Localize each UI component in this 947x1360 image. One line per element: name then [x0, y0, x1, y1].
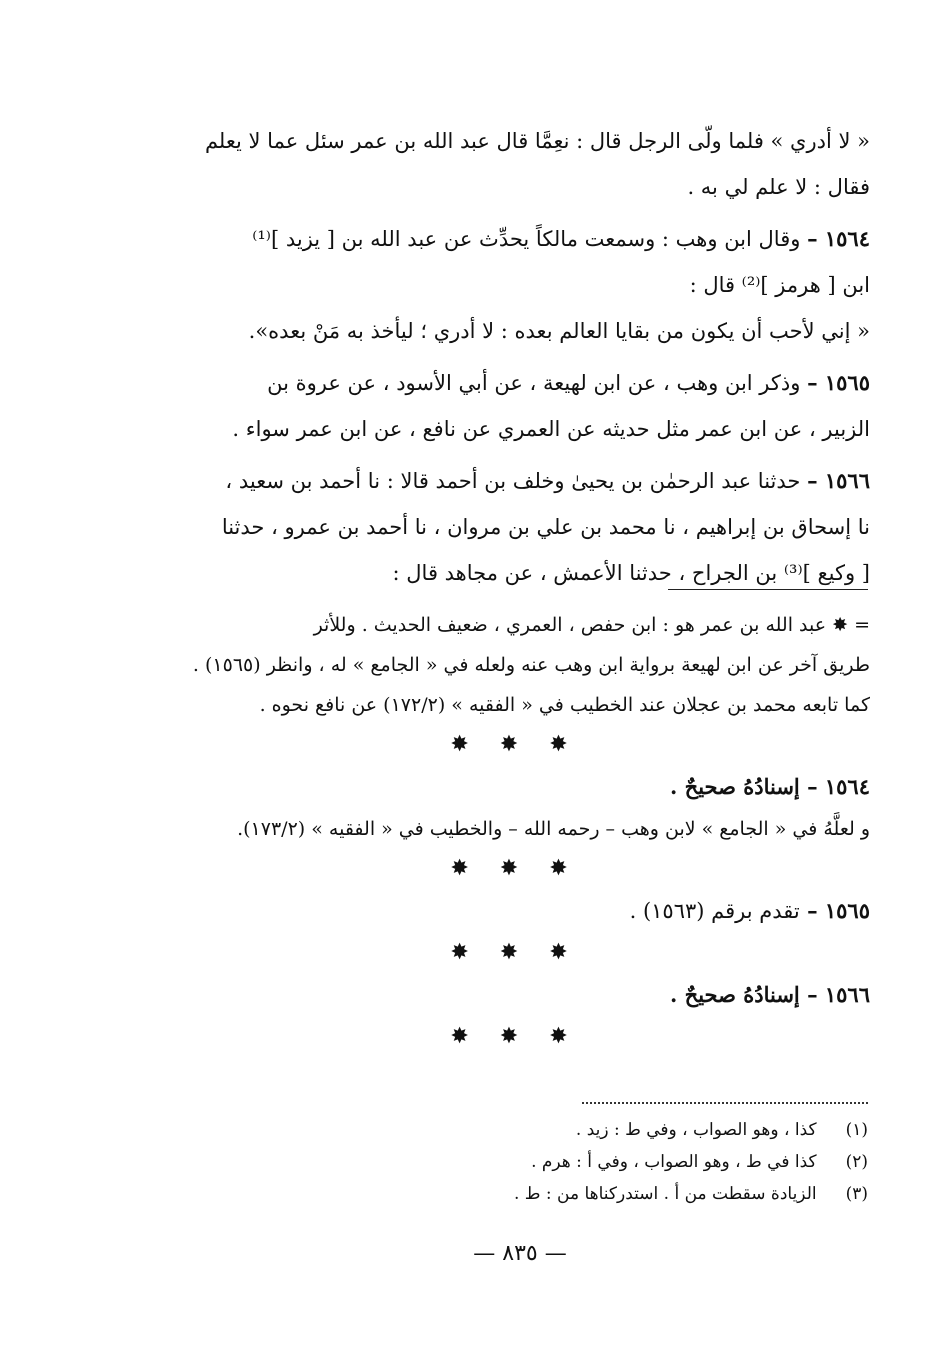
text-line-1564: ١٥٦٤ – وقال ابن وهب : وسمعت مالكاً يحدِّث عن عبد الله بن [ يزيد ]⁽¹⁾: [252, 226, 870, 251]
text-line: ابن [ هرمز ]⁽²⁾ قال :: [689, 273, 870, 297]
text-line: « لا أدري » فلما ولّى الرجل قال : نعِمَّا قال عبد الله بن عمر سئل عما لا يعلم: [204, 129, 870, 153]
text-line-1565: ١٥٦٥ – وذكر ابن وهب ، عن ابن لهيعة ، عن أبي الأسود ، عن عروة بن: [267, 370, 870, 395]
note-line: طريق آخر عن ابن لهيعة برواية ابن وهب عنه ولعله في « الجامع » له ، وانظر (١٥٦٥) .: [192, 654, 870, 676]
text-line: فقال : لا علم لي به .: [687, 175, 870, 199]
footnote-text: الزيادة سقطت من أ . استدركناها من : ط .: [513, 1184, 817, 1204]
note-number: ١٥٦٤ –: [807, 774, 870, 799]
footnote: [400, 1146, 868, 1178]
page-number: — ٨٣٥ —: [473, 1241, 567, 1266]
footnotes: [400, 1114, 868, 1210]
star-divider-icon: ✸ ✸ ✸: [450, 940, 580, 965]
footnote-separator: [582, 1102, 868, 1104]
text-line: نا إسحاق بن إبراهيم ، نا محمد بن علي بن مروان ، نا أحمد بن عمرو ، حدثنا: [221, 515, 870, 539]
note-line: = ✸ عبد الله بن عمر هو : ابن حفص ، العمري ، ضعيف الحديث . وللأثر: [313, 614, 870, 636]
note-verdict: إسنادُهُ صحيحٌ .: [670, 982, 800, 1007]
text-line-quote: « إني لأحب أن يكون من بقايا العالم بعده : لا أدري ؛ ليأخذ به مَنْ بعده».: [248, 319, 870, 343]
note-heading-1566: [170, 973, 870, 1017]
star-divider-icon: ✸ ✸ ✸: [450, 732, 580, 757]
hadith-number: ١٥٦٤ –: [807, 226, 870, 251]
separator-rule: [668, 589, 868, 590]
hadith-number: ١٥٦٥ –: [807, 370, 870, 395]
text-line: [ وكيع ]⁽³⁾ بن الجراح ، حدثنا الأعمش ، عن مجاهد قال :: [392, 561, 870, 585]
footnote-text: كذا في ط ، وهو الصواب ، وفي أ : هرم .: [531, 1152, 817, 1172]
footnote-number: (٢): [845, 1152, 868, 1172]
note-line: و لعلَّهُ في « الجامع » لابن وهب – رحمه الله – والخطيب في « الفقيه » (١٧٣/٢).: [237, 818, 870, 840]
footnote-number: (١): [845, 1120, 868, 1140]
text-line: الزبير ، عن ابن عمر مثل حديثه عن العمري عن نافع ، عن ابن عمر سواء .: [232, 417, 870, 441]
note-heading-1564: [170, 765, 870, 809]
star-divider-icon: ✸ ✸ ✸: [450, 1024, 580, 1049]
footnote: [400, 1178, 868, 1210]
note-verdict: تقدم برقم (١٥٦٣) .: [629, 899, 800, 923]
footnote-number: (٣): [845, 1184, 868, 1204]
text-line-1566: ١٥٦٦ – حدثنا عبد الرحمٰن بن يحيىٰ وخلف بن أحمد قالا : نا أحمد بن سعيد ،: [225, 468, 870, 493]
star-divider-icon: ✸ ✸ ✸: [450, 856, 580, 881]
note-line: كما تابعه محمد بن عجلان عند الخطيب في « الفقيه » (١٧٢/٢) عن نافع نحوه .: [259, 694, 870, 716]
note-verdict: إسنادُهُ صحيحٌ .: [670, 774, 800, 799]
main-text: [170, 118, 870, 596]
commentary: [170, 605, 870, 1057]
hadith-number: ١٥٦٦ –: [807, 468, 870, 493]
note-heading-1565: [170, 889, 870, 933]
footnote-text: كذا ، وهو الصواب ، وفي ط : زيد .: [575, 1120, 817, 1140]
footnote: [400, 1114, 868, 1146]
note-number: ١٥٦٥ –: [807, 898, 870, 923]
note-number: ١٥٦٦ –: [807, 982, 870, 1007]
